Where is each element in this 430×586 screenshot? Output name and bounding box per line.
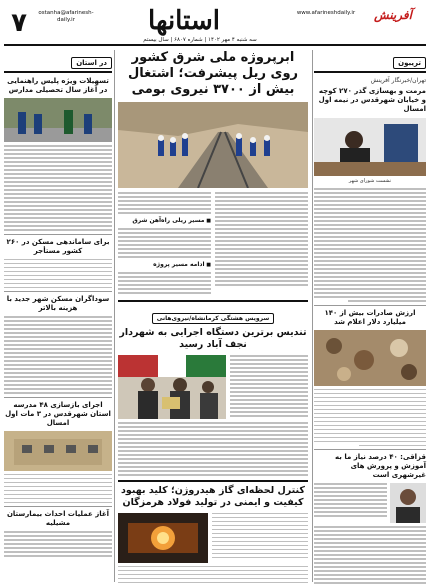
brand-logo: آفرینش bbox=[374, 8, 412, 22]
divider bbox=[118, 480, 308, 482]
article-body bbox=[4, 145, 112, 231]
article-photo bbox=[118, 355, 226, 419]
article-body bbox=[118, 566, 308, 586]
sub-headline: ■ مسیر ریلی راه‌آهن شرق bbox=[118, 216, 211, 226]
right-column bbox=[314, 50, 426, 582]
article-photo bbox=[4, 98, 112, 142]
left-column bbox=[4, 50, 112, 582]
article-body bbox=[314, 188, 426, 302]
article-photo bbox=[314, 330, 426, 386]
item-kicker: تهران/خبرنگار آفرینش bbox=[370, 77, 426, 84]
article-body bbox=[118, 228, 211, 258]
article-body bbox=[4, 531, 112, 557]
masthead bbox=[4, 4, 426, 46]
section-tag-province: در استان bbox=[71, 57, 112, 69]
divider bbox=[4, 506, 112, 507]
divider bbox=[118, 300, 308, 302]
article-headline: سوداگران مسکن شهر جدید با هزینه بالاتر bbox=[6, 295, 110, 312]
divider bbox=[314, 449, 426, 450]
divider bbox=[4, 291, 112, 292]
article-body bbox=[314, 526, 426, 586]
article-headline: قزاقی: ۴۰ درصد نیاز ما به آموزش و پرورش های غیرشهری است bbox=[335, 453, 426, 479]
lead-headline: ابرپروژه ملی شرق کشور روی ریل پیشرفت؛ اشتغال بیش از ۳۷۰۰ نیروی بومی bbox=[127, 50, 299, 97]
photo-caption: نشست شورای شهر bbox=[348, 178, 392, 184]
divider bbox=[4, 397, 112, 398]
article-body bbox=[230, 355, 308, 419]
divider bbox=[4, 234, 112, 235]
article-body bbox=[118, 272, 211, 294]
column-rule bbox=[312, 50, 313, 582]
main-column bbox=[118, 50, 308, 582]
email-address: ostanha@afarinesh-daily.ir bbox=[38, 10, 94, 23]
article-body bbox=[314, 389, 426, 447]
column-rule bbox=[114, 50, 115, 582]
article-headline: تندیس برترین دستگاه اجرایی به شهردار نجف آباد رسید bbox=[119, 327, 307, 350]
article-photo bbox=[4, 431, 112, 471]
article-body bbox=[212, 513, 308, 563]
article-headline: کنترل لحظه‌ای گاز هیدروژن؛ کلید بهبود کیفیت و ایمنی در تولید فولاد هرمزگان bbox=[121, 484, 305, 508]
article-body bbox=[118, 422, 308, 476]
website-address: www.afarineshdaily.ir bbox=[296, 10, 356, 16]
article-photo bbox=[118, 513, 208, 563]
article-body bbox=[4, 259, 112, 289]
section-logo: استانها bbox=[148, 6, 220, 36]
article-body bbox=[4, 316, 112, 394]
article-body bbox=[4, 474, 112, 504]
article-headline: آغاز عملیات احداث بیمارستان مشیلیه bbox=[6, 510, 110, 527]
article-body bbox=[215, 192, 308, 286]
article-headline: مرمت و بهسازی گذر ۲۷۰ کوچه و خیابان شهرقدس در نیمه اول امسال bbox=[318, 87, 426, 113]
divider bbox=[314, 305, 426, 306]
section-tag: سرویس هشتگی کرمانشاه/نیروی‌هانی bbox=[152, 313, 274, 324]
article-headline: برای ساماندهی مسکن در ۲۶۰ کشور مستأجر bbox=[6, 237, 110, 255]
page-number: ۷ bbox=[11, 8, 27, 38]
section-tag-tribune: تریبون bbox=[393, 57, 426, 69]
article-body bbox=[118, 192, 211, 214]
sub-headline: ■ ادامه مسیر پروژه bbox=[118, 260, 211, 270]
lead-photo bbox=[118, 102, 308, 188]
article-headline: تسهیلات ویژه پلیس راهنمایی در آغاز سال تحصیلی مدارس bbox=[7, 77, 109, 94]
article-headline: ارزش صادرات بیش از ۱۴۰ میلیارد دلار اعلام شد bbox=[324, 308, 416, 326]
portrait-photo bbox=[390, 483, 426, 523]
article-body bbox=[314, 483, 387, 523]
article-headline: اجرای بازسازی ۴۸ مدرسه استان شهرقدس در ۳ مات اول امسال bbox=[5, 400, 111, 427]
issue-line: سه شنبه ۴ مهر ۱۴۰۲ | شماره ۶۸۰۷ | سال بیستم bbox=[143, 37, 257, 43]
article-photo bbox=[314, 118, 426, 176]
